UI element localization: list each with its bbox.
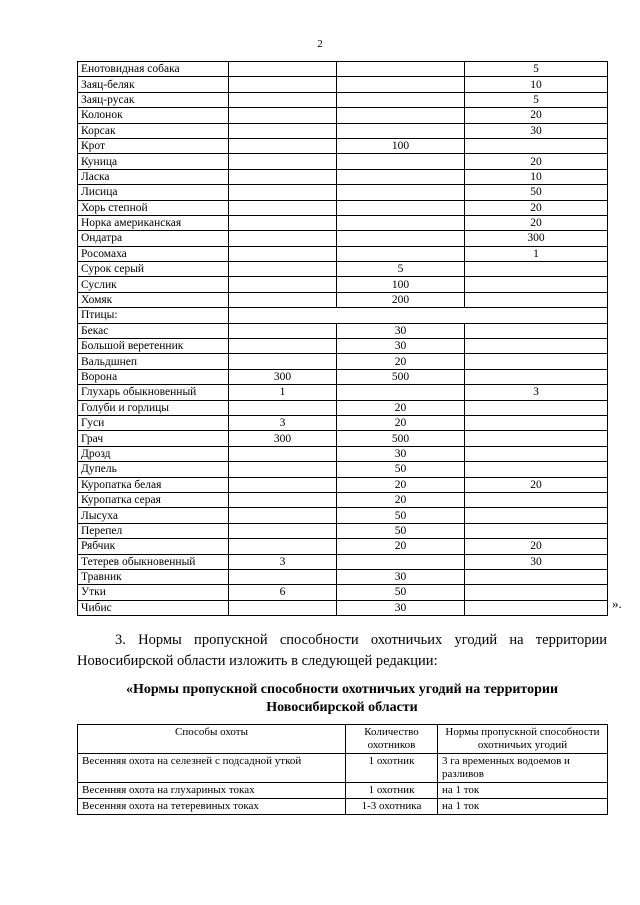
table-row [78,569,608,584]
value-cell [465,369,608,384]
value-cell: 10 [465,169,608,184]
species-name-cell: Дрозд [78,446,229,461]
method-cell: Весенняя охота на селезней с подсадной уткой [78,754,346,783]
species-name-cell: Глухарь обыкновенный [78,385,229,400]
value-cell [337,246,465,261]
value-cell: 200 [337,292,465,307]
norm-cell: 3 га временных водоемов и разливов [438,754,608,783]
column-header: Количество охотников [346,725,438,754]
value-cell [229,123,337,138]
value-cell [465,400,608,415]
value-cell [229,508,337,523]
value-cell: 6 [229,585,337,600]
value-cell: 3 [229,415,337,430]
species-name-cell: Куница [78,154,229,169]
value-cell [465,354,608,369]
value-cell [229,77,337,92]
species-name-cell: Заяц-русак [78,92,229,107]
table-row [78,431,608,446]
item-3-paragraph [77,630,607,672]
value-cell: 30 [465,123,608,138]
value-cell: 20 [337,415,465,430]
value-cell: 300 [229,431,337,446]
value-cell: 50 [337,462,465,477]
value-cell [465,446,608,461]
table-row [78,262,608,277]
value-cell: 3 [465,385,608,400]
value-cell: 30 [465,554,608,569]
value-cell [229,354,337,369]
value-cell [229,262,337,277]
value-cell: 20 [337,539,465,554]
value-cell [337,231,465,246]
value-cell [337,62,465,77]
species-name-cell: Гуси [78,415,229,430]
species-name-cell: Грач [78,431,229,446]
table-row [78,108,608,123]
value-cell [337,123,465,138]
value-cell [229,339,337,354]
value-cell [465,339,608,354]
table-row [78,200,608,215]
table-row [78,354,608,369]
value-cell: 1 [229,385,337,400]
hunters-count-cell: 1-3 охотника [346,799,438,815]
value-cell [229,200,337,215]
value-cell [229,154,337,169]
value-cell [229,400,337,415]
value-cell: 5 [465,92,608,107]
value-cell: 50 [337,585,465,600]
table-row [78,492,608,507]
value-cell: 50 [337,523,465,538]
value-cell [465,585,608,600]
value-cell [465,262,608,277]
value-cell: 3 [229,554,337,569]
table-row [78,323,608,338]
norm-cell: на 1 ток [438,799,608,815]
value-cell [229,62,337,77]
value-cell [337,215,465,230]
value-cell [229,523,337,538]
species-name-cell: Крот [78,138,229,153]
table-row [78,185,608,200]
species-name-cell: Бекас [78,323,229,338]
value-cell: 50 [337,508,465,523]
species-name-cell: Тетерев обыкновенный [78,554,229,569]
value-cell [465,431,608,446]
norm-cell: на 1 ток [438,783,608,799]
value-cell [337,154,465,169]
section-blank-cell [229,308,608,323]
table-row [78,277,608,292]
species-name-cell: Заяц-беляк [78,77,229,92]
value-cell: 1 [465,246,608,261]
table-row [78,169,608,184]
species-name-cell: Чибис [78,600,229,615]
norms-heading: «Нормы пропускной способности охотничьих угодий на территории Новосибирской области [125,682,559,715]
value-cell: 300 [465,231,608,246]
value-cell [337,169,465,184]
value-cell: 20 [465,200,608,215]
species-name-cell: Голуби и горлицы [78,400,229,415]
value-cell [229,539,337,554]
value-cell [229,492,337,507]
value-cell [229,446,337,461]
value-cell [229,215,337,230]
value-cell [465,138,608,153]
table-row [78,292,608,307]
value-cell [229,231,337,246]
table-row [78,339,608,354]
value-cell [229,600,337,615]
table-row [78,585,608,600]
paragraph-text: 3. Нормы пропускной способности охотничьих угодий на территории Новосибирской области изложить в следующей редакции: [77,632,607,669]
species-name-cell: Ондатра [78,231,229,246]
table-row [78,123,608,138]
value-cell: 20 [465,477,608,492]
table-row [78,308,608,323]
section-label: Птицы: [78,308,229,323]
value-cell [337,385,465,400]
hunters-count-cell: 1 охотник [346,783,438,799]
species-name-cell: Перепел [78,523,229,538]
value-cell: 300 [229,369,337,384]
value-cell [229,477,337,492]
method-cell: Весенняя охота на тетеревиных токах [78,799,346,815]
species-name-cell: Колонок [78,108,229,123]
value-cell [465,492,608,507]
species-name-cell: Дупель [78,462,229,477]
value-cell: 30 [337,446,465,461]
species-name-cell: Вальдшнеп [78,354,229,369]
species-name-cell: Лысуха [78,508,229,523]
table-row [78,539,608,554]
species-name-cell: Лисица [78,185,229,200]
species-name-cell: Большой веретенник [78,339,229,354]
value-cell: 30 [337,339,465,354]
table-row [78,462,608,477]
value-cell [465,415,608,430]
value-cell: 30 [337,323,465,338]
method-cell: Весенняя охота на глухариных токах [78,783,346,799]
value-cell: 50 [465,185,608,200]
table-row [78,508,608,523]
value-cell: 20 [465,108,608,123]
value-cell: 100 [337,138,465,153]
hunting-limits-table [77,61,608,616]
capacity-norms-table [77,724,608,815]
value-cell [465,462,608,477]
table-row [78,77,608,92]
column-header: Нормы пропускной способности охотничьих угодий [438,725,608,754]
value-cell: 10 [465,77,608,92]
value-cell [229,169,337,184]
value-cell: 20 [465,215,608,230]
value-cell [229,246,337,261]
value-cell [229,108,337,123]
species-name-cell: Сурок серый [78,262,229,277]
species-name-cell: Корсак [78,123,229,138]
table-row [78,600,608,615]
table-row [78,446,608,461]
species-name-cell: Норка американская [78,215,229,230]
table-row [78,415,608,430]
value-cell: 30 [337,569,465,584]
value-cell: 500 [337,431,465,446]
value-cell [337,554,465,569]
table-row [78,783,608,799]
value-cell [465,523,608,538]
table-row [78,215,608,230]
species-name-cell: Травник [78,569,229,584]
table-row [78,92,608,107]
table-row [78,369,608,384]
value-cell: 20 [337,354,465,369]
value-cell: 100 [337,277,465,292]
value-cell [229,462,337,477]
value-cell [465,277,608,292]
value-cell [465,600,608,615]
value-cell: 20 [465,539,608,554]
value-cell: 20 [465,154,608,169]
value-cell [229,92,337,107]
value-cell [465,323,608,338]
table-row [78,154,608,169]
table-row [78,62,608,77]
value-cell [337,77,465,92]
closing-quote-mark: ». [612,596,622,611]
value-cell [337,92,465,107]
value-cell [229,185,337,200]
table-row [78,754,608,783]
table-row [78,554,608,569]
hunters-count-cell: 1 охотник [346,754,438,783]
value-cell [337,108,465,123]
value-cell: 500 [337,369,465,384]
value-cell [337,185,465,200]
table-row [78,477,608,492]
table-row [78,523,608,538]
value-cell: 20 [337,400,465,415]
column-header: Способы охоты [78,725,346,754]
header-row [78,725,608,754]
species-name-cell: Ласка [78,169,229,184]
species-name-cell: Енотовидная собака [78,62,229,77]
table-row [78,138,608,153]
value-cell: 20 [337,477,465,492]
value-cell [465,569,608,584]
value-cell [229,292,337,307]
species-name-cell: Утки [78,585,229,600]
value-cell: 20 [337,492,465,507]
species-name-cell: Суслик [78,277,229,292]
page-number: 2 [317,38,323,50]
table-row [78,799,608,815]
value-cell: 5 [465,62,608,77]
species-name-cell: Росомаха [78,246,229,261]
value-cell [337,200,465,215]
value-cell [229,323,337,338]
species-name-cell: Рябчик [78,539,229,554]
value-cell: 5 [337,262,465,277]
species-name-cell: Хомяк [78,292,229,307]
species-name-cell: Куропатка белая [78,477,229,492]
value-cell [465,292,608,307]
value-cell [229,138,337,153]
value-cell: 30 [337,600,465,615]
table-row [78,400,608,415]
table-row [78,246,608,261]
species-name-cell: Ворона [78,369,229,384]
table-row [78,385,608,400]
value-cell [229,277,337,292]
species-name-cell: Хорь степной [78,200,229,215]
value-cell [229,569,337,584]
table-row [78,231,608,246]
species-name-cell: Куропатка серая [78,492,229,507]
value-cell [465,508,608,523]
